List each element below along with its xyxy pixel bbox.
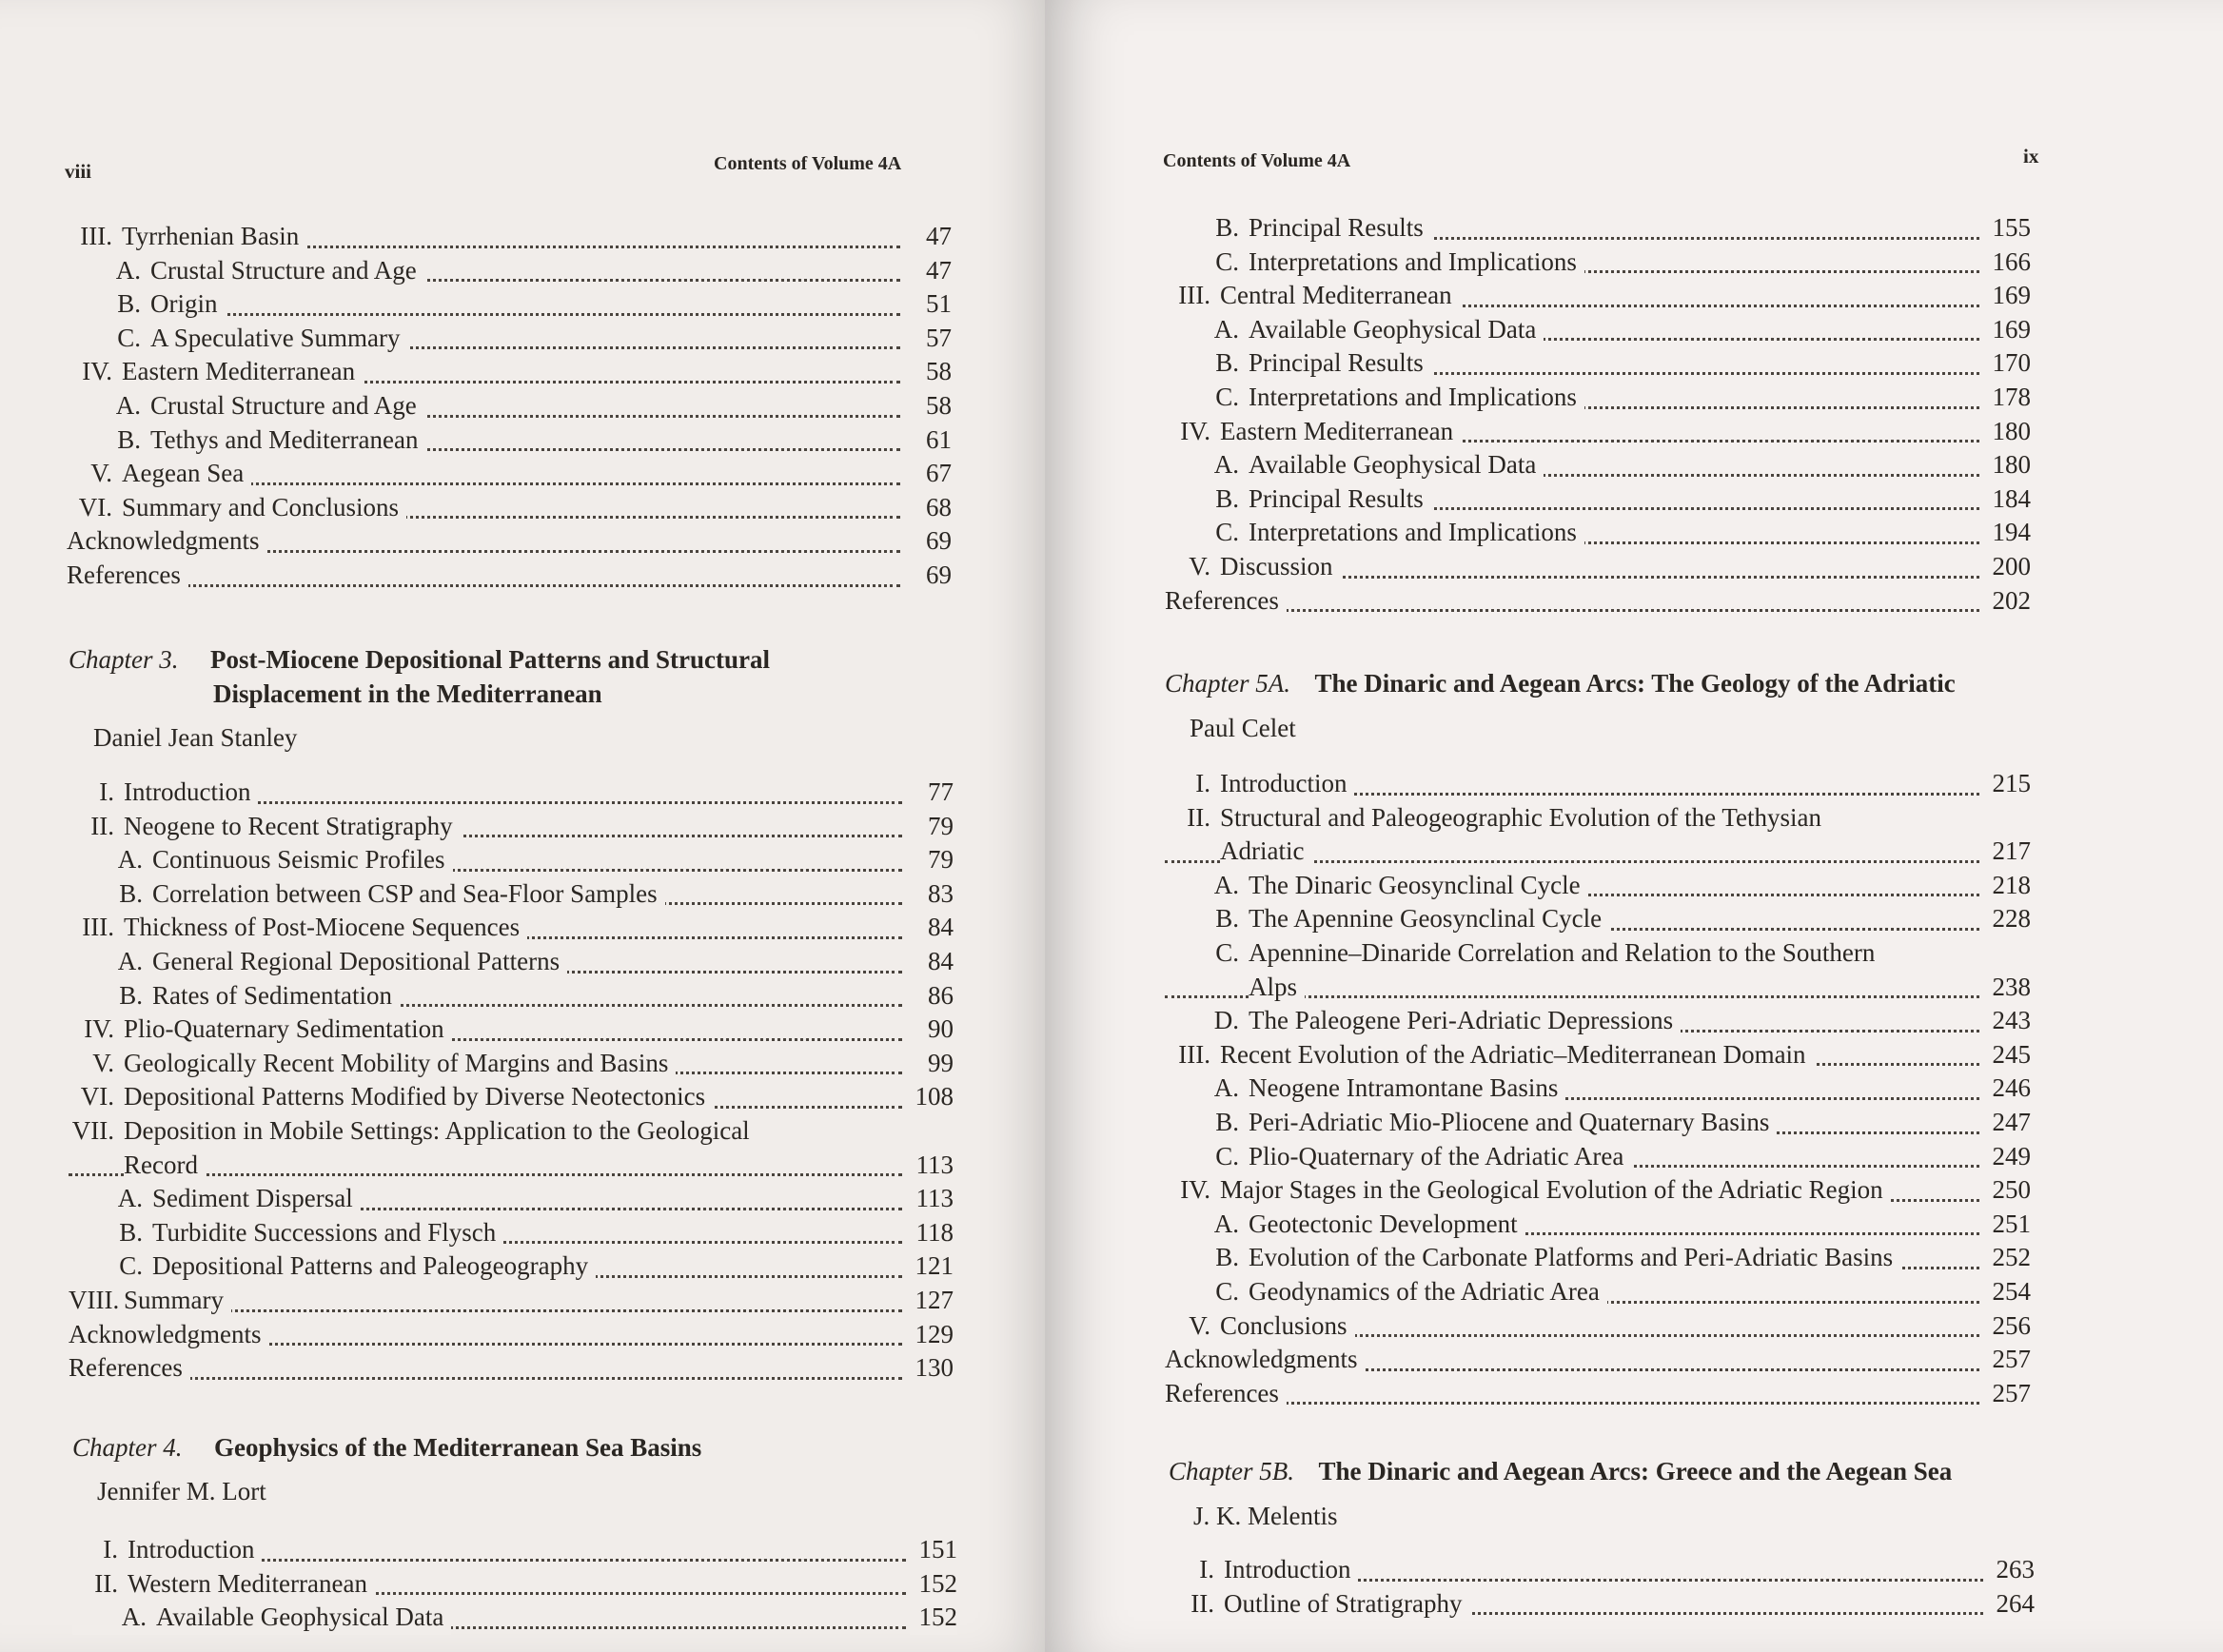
toc-entry xyxy=(67,287,952,322)
toc-entry-title: Available Geophysical Data xyxy=(1249,314,1537,344)
toc-entry-number: A. xyxy=(1213,870,1239,899)
toc-entry xyxy=(69,1284,954,1318)
toc-entry-page: 252 xyxy=(1983,1241,2031,1275)
toc-entry xyxy=(69,1114,954,1149)
toc-entry-page: 69 xyxy=(904,524,952,559)
toc-entry-page: 121 xyxy=(906,1249,954,1284)
leader-dots xyxy=(1165,1402,1979,1405)
toc-entry-title: Discussion xyxy=(1220,551,1333,580)
toc-entry-number: B. xyxy=(117,289,141,319)
toc-entry-page: 127 xyxy=(906,1284,954,1318)
toc-entry xyxy=(1165,415,2031,449)
toc-entry-number: VII. xyxy=(71,1115,114,1145)
toc-entry xyxy=(69,1047,954,1081)
toc-entry-page: 79 xyxy=(906,810,954,844)
toc-entry-number: C. xyxy=(1215,246,1239,276)
toc-entry xyxy=(72,1601,957,1635)
toc-entry-number: C. xyxy=(1215,518,1239,547)
toc-entry-title: Deposition in Mobile Settings: Application to the Geological xyxy=(124,1115,750,1145)
leader-dots xyxy=(1165,609,1979,612)
toc-entry-number: IV. xyxy=(1180,416,1210,445)
toc-entry-page: 47 xyxy=(904,254,952,288)
chapter-title: Post-Miocene Depositional Patterns and Structural xyxy=(210,645,770,674)
toc-entry xyxy=(67,559,952,593)
chapter-author: J. K. Melentis xyxy=(1193,1502,1338,1530)
chapter-title-cont: Displacement in the Mediterranean xyxy=(213,679,602,708)
toc-entry-page: 256 xyxy=(1983,1309,2031,1344)
toc-entry xyxy=(69,1351,954,1386)
toc-entry xyxy=(69,843,954,877)
toc-entry-title: References xyxy=(1165,585,1279,615)
toc-entry xyxy=(69,1318,954,1352)
toc-entry-title: Eastern Mediterranean xyxy=(122,357,356,386)
toc-entry-page: 228 xyxy=(1983,902,2031,936)
toc-entry-title: Sediment Dispersal xyxy=(152,1184,353,1213)
toc-entry-title: Recent Evolution of the Adriatic–Mediterranean Domain xyxy=(1220,1039,1806,1069)
toc-entry-page: 77 xyxy=(906,776,954,810)
toc-entry-title: A Speculative Summary xyxy=(150,323,401,352)
toc-entry-page: 84 xyxy=(906,945,954,979)
chapter-heading xyxy=(1165,666,1956,700)
toc-entry-number: II. xyxy=(1187,802,1210,832)
toc-entry-title: Eastern Mediterranean xyxy=(1220,416,1454,445)
toc-entry-page: 264 xyxy=(1987,1587,2035,1622)
toc-entry-page: 169 xyxy=(1983,279,2031,313)
toc-entry-number: A. xyxy=(117,845,143,875)
toc-entry-page: 180 xyxy=(1983,448,2031,482)
toc-entry-number: II. xyxy=(90,811,114,840)
toc-entry-page: 57 xyxy=(904,322,952,356)
toc-entry xyxy=(1165,1377,2031,1411)
toc-entry-title: Crustal Structure and Age xyxy=(150,255,417,285)
toc-entry-page: 170 xyxy=(1983,346,2031,381)
toc-entry-title: Geologically Recent Mobility of Margins and Basins xyxy=(124,1048,669,1077)
toc-entry-title: Thickness of Post-Miocene Sequences xyxy=(124,913,521,942)
toc-entry-page: 263 xyxy=(1987,1553,2035,1587)
toc-entry xyxy=(1165,482,2031,517)
toc-entry xyxy=(1165,1072,2031,1106)
toc-entry-page: 99 xyxy=(906,1047,954,1081)
toc-section xyxy=(1165,767,2031,1410)
toc-entry-page: 129 xyxy=(906,1318,954,1352)
toc-entry-title: Neogene to Recent Stratigraphy xyxy=(124,811,453,840)
toc-entry-number: B. xyxy=(117,424,141,454)
toc-entry-page: 84 xyxy=(906,911,954,945)
toc-entry-number: B. xyxy=(119,1217,143,1247)
toc-entry-title: Depositional Patterns Modified by Diverse Neotectonics xyxy=(124,1082,706,1111)
toc-entry-page: 169 xyxy=(1983,313,2031,347)
toc-entry-page: 180 xyxy=(1983,415,2031,449)
toc-entry-title: Peri-Adriatic Mio-Pliocene and Quaternary Basins xyxy=(1249,1107,1770,1136)
chapter-author: Daniel Jean Stanley xyxy=(93,723,298,752)
toc-entry-title: Tyrrhenian Basin xyxy=(122,222,300,250)
toc-entry xyxy=(69,1080,954,1114)
toc-entry xyxy=(1165,1208,2031,1242)
toc-entry-number: IV. xyxy=(1180,1175,1210,1205)
toc-entry-title: Rates of Sedimentation xyxy=(152,980,392,1010)
toc-entry-page: 218 xyxy=(1983,869,2031,903)
toc-entry-page: 254 xyxy=(1983,1275,2031,1309)
toc-entry-title: Interpretations and Implications xyxy=(1249,382,1577,411)
toc-entry-number: C. xyxy=(119,1251,143,1281)
toc-entry-title: The Apennine Geosynclinal Cycle xyxy=(1249,904,1603,934)
toc-entry xyxy=(69,776,954,810)
toc-entry xyxy=(1165,550,2031,584)
toc-entry-page: 217 xyxy=(1983,835,2031,869)
toc-entry-page: 113 xyxy=(906,1149,954,1183)
toc-entry-number: III. xyxy=(80,222,112,250)
toc-entry-title: Outline of Stratigraphy xyxy=(1224,1588,1463,1618)
chapter-label: Chapter 4. xyxy=(72,1433,183,1462)
toc-entry-page: 152 xyxy=(910,1601,957,1635)
toc-entry xyxy=(1165,381,2031,415)
running-head: Contents of Volume 4A xyxy=(1163,150,1351,171)
chapter-title: The Dinaric and Aegean Arcs: The Geology of the Adriatic xyxy=(1314,669,1956,698)
toc-entry xyxy=(1165,936,2031,971)
toc-entry-title: Acknowledgments xyxy=(67,526,260,556)
toc-entry xyxy=(1169,1587,2035,1622)
toc-entry xyxy=(1165,1343,2031,1377)
toc-entry-page: 47 xyxy=(904,220,952,254)
toc-entry-number: A. xyxy=(115,390,141,420)
toc-entry-number: A. xyxy=(1213,314,1239,344)
toc-entry-number: A. xyxy=(117,1184,143,1213)
toc-entry-number: VI. xyxy=(80,1082,114,1111)
toc-entry-title: Plio-Quaternary of the Adriatic Area xyxy=(1249,1141,1624,1170)
leader-dots xyxy=(69,1377,902,1380)
toc-entry-page: 130 xyxy=(906,1351,954,1386)
toc-entry xyxy=(69,979,954,1013)
toc-entry-title: References xyxy=(69,1353,183,1383)
toc-entry xyxy=(67,457,952,491)
toc-entry-page: 178 xyxy=(1983,381,2031,415)
toc-entry-page: 247 xyxy=(1983,1106,2031,1140)
toc-entry xyxy=(1165,584,2031,619)
toc-entry-page: 202 xyxy=(1983,584,2031,619)
leader-dots xyxy=(67,584,900,587)
toc-entry xyxy=(1165,869,2031,903)
toc-entry xyxy=(1165,971,2031,1005)
toc-entry-title: Record xyxy=(124,1150,198,1179)
toc-entry xyxy=(1165,1241,2031,1275)
toc-entry-page: 118 xyxy=(906,1216,954,1250)
toc-entry-title: Depositional Patterns and Paleogeography xyxy=(152,1251,589,1281)
toc-entry-page: 69 xyxy=(904,559,952,593)
toc-entry-page: 90 xyxy=(906,1013,954,1047)
toc-entry-number: B. xyxy=(1215,348,1239,378)
toc-entry-title: Introduction xyxy=(1220,769,1348,797)
toc-entry-title: Crustal Structure and Age xyxy=(150,390,417,420)
toc-entry-number: A. xyxy=(1213,450,1239,480)
toc-entry-number: D. xyxy=(1213,1006,1239,1035)
toc-entry-number: A. xyxy=(1213,1209,1239,1238)
toc-entry xyxy=(1165,1275,2031,1309)
toc-entry-page: 79 xyxy=(906,843,954,877)
toc-entry-number: IV. xyxy=(84,1014,114,1044)
toc-entry-page: 108 xyxy=(906,1080,954,1114)
toc-entry-page: 151 xyxy=(910,1533,957,1567)
toc-entry-number: II. xyxy=(1190,1588,1214,1618)
toc-entry xyxy=(1165,767,2031,801)
toc-entry-title: Principal Results xyxy=(1249,213,1424,242)
toc-entry xyxy=(1165,246,2031,280)
toc-entry-number: A. xyxy=(121,1603,147,1632)
toc-entry-page: 200 xyxy=(1983,550,2031,584)
toc-entry-title: Western Mediterranean xyxy=(128,1568,367,1598)
toc-entry-title: Summary and Conclusions xyxy=(122,492,399,521)
toc-entry-number: A. xyxy=(117,946,143,975)
left-page xyxy=(0,0,1045,1652)
toc-entry-page: 58 xyxy=(904,389,952,423)
toc-entry xyxy=(69,877,954,912)
toc-section xyxy=(72,1533,957,1635)
toc-entry xyxy=(67,491,952,525)
toc-entry xyxy=(69,1216,954,1250)
toc-entry-page: 257 xyxy=(1983,1343,2031,1377)
toc-entry-number: C. xyxy=(1215,1141,1239,1170)
toc-entry-page: 152 xyxy=(910,1567,957,1602)
toc-entry-page: 251 xyxy=(1983,1208,2031,1242)
chapter-heading xyxy=(1169,1454,1952,1488)
toc-entry xyxy=(67,355,952,389)
toc-entry-title: Principal Results xyxy=(1249,348,1424,378)
toc-entry-number: IV. xyxy=(82,357,112,386)
toc-entry-page: 257 xyxy=(1983,1377,2031,1411)
toc-entry-title: Available Geophysical Data xyxy=(1249,450,1537,480)
toc-entry-number: I. xyxy=(1199,1555,1214,1583)
toc-entry-title: Origin xyxy=(150,289,218,319)
toc-entry-title: Turbidite Successions and Flysch xyxy=(152,1217,497,1247)
toc-entry-number: I. xyxy=(1195,769,1210,797)
right-page xyxy=(1045,0,2223,1652)
running-head: Contents of Volume 4A xyxy=(714,153,902,174)
toc-entry-page: 113 xyxy=(906,1182,954,1216)
toc-entry xyxy=(1165,1106,2031,1140)
toc-entry xyxy=(1165,1140,2031,1174)
page-number: viii xyxy=(65,160,92,183)
toc-entry-title: Central Mediterranean xyxy=(1220,281,1452,310)
toc-entry xyxy=(67,423,952,458)
toc-entry-title: Major Stages in the Geological Evolution of the Adriatic Region xyxy=(1220,1175,1883,1205)
toc-entry xyxy=(1165,279,2031,313)
toc-entry xyxy=(1165,211,2031,246)
chapter-label: Chapter 3. xyxy=(69,645,179,674)
toc-entry-number: B. xyxy=(1215,213,1239,242)
toc-entry-title: Continuous Seismic Profiles xyxy=(152,845,445,875)
toc-entry-title: Conclusions xyxy=(1220,1310,1348,1340)
toc-entry-title: The Dinaric Geosynclinal Cycle xyxy=(1249,870,1581,899)
toc-entry xyxy=(1165,1004,2031,1038)
toc-entry-title: Available Geophysical Data xyxy=(156,1603,444,1632)
chapter-heading xyxy=(69,642,770,711)
toc-entry xyxy=(69,945,954,979)
toc-entry-number: B. xyxy=(1215,1107,1239,1136)
toc-entry-page: 51 xyxy=(904,287,952,322)
toc-entry-page: 166 xyxy=(1983,246,2031,280)
toc-entry-number: III. xyxy=(82,913,114,942)
toc-entry-page: 243 xyxy=(1983,1004,2031,1038)
toc-entry xyxy=(1165,902,2031,936)
toc-entry-number: B. xyxy=(119,878,143,908)
toc-entry xyxy=(67,220,952,254)
toc-entry xyxy=(1165,801,2031,836)
toc-entry xyxy=(1169,1553,2035,1587)
toc-entry-title: Alps xyxy=(1249,972,1298,1001)
toc-entry xyxy=(69,1013,954,1047)
toc-entry xyxy=(1165,448,2031,482)
toc-entry-title: References xyxy=(1165,1378,1279,1407)
toc-entry-title: Acknowledgments xyxy=(1165,1345,1358,1374)
toc-entry-number: V. xyxy=(90,459,112,488)
toc-entry-title: Introduction xyxy=(1224,1555,1351,1583)
toc-entry-number: VI. xyxy=(78,492,112,521)
toc-section xyxy=(1169,1553,2035,1621)
chapter-author: Paul Celet xyxy=(1190,714,1296,742)
toc-entry xyxy=(1165,313,2031,347)
toc-entry-number: C. xyxy=(117,323,141,352)
toc-entry-title: Summary xyxy=(124,1285,224,1314)
toc-entry-title: Interpretations and Implications xyxy=(1249,518,1577,547)
toc-entry-number: C. xyxy=(1215,937,1239,967)
toc-entry-title: Neogene Intramontane Basins xyxy=(1249,1073,1559,1103)
toc-entry-number: C. xyxy=(1215,382,1239,411)
toc-entry-number: III. xyxy=(1178,281,1210,310)
toc-entry-title: References xyxy=(67,560,181,589)
toc-entry xyxy=(67,254,952,288)
chapter-title: Geophysics of the Mediterranean Sea Basins xyxy=(214,1433,702,1462)
toc-entry-page: 155 xyxy=(1983,211,2031,246)
toc-entry xyxy=(67,524,952,559)
toc-entry-page: 67 xyxy=(904,457,952,491)
toc-section xyxy=(69,776,954,1386)
toc-entry-page: 215 xyxy=(1983,767,2031,801)
toc-entry-title: Geodynamics of the Adriatic Area xyxy=(1249,1276,1600,1306)
toc-entry xyxy=(67,389,952,423)
toc-entry-number: I. xyxy=(99,777,114,806)
toc-entry-number: II. xyxy=(94,1568,118,1598)
toc-entry xyxy=(69,1149,954,1183)
toc-entry xyxy=(69,1249,954,1284)
toc-entry-title: General Regional Depositional Patterns xyxy=(152,946,561,975)
toc-section xyxy=(67,220,952,593)
toc-entry xyxy=(1165,1309,2031,1344)
toc-entry xyxy=(1165,1173,2031,1208)
toc-entry-page: 246 xyxy=(1983,1072,2031,1106)
toc-entry-title: Introduction xyxy=(128,1535,255,1564)
toc-entry xyxy=(69,810,954,844)
toc-entry-page: 86 xyxy=(906,979,954,1013)
toc-entry-title: The Paleogene Peri-Adriatic Depressions xyxy=(1249,1006,1674,1035)
toc-entry-page: 83 xyxy=(906,877,954,912)
toc-entry-number: A. xyxy=(1213,1073,1239,1103)
toc-entry-title: Acknowledgments xyxy=(69,1319,262,1348)
chapter-label: Chapter 5B. xyxy=(1169,1457,1294,1485)
toc-entry-title: Interpretations and Implications xyxy=(1249,246,1577,276)
toc-entry-title: Aegean Sea xyxy=(122,459,245,488)
toc-entry-title: Correlation between CSP and Sea-Floor Samples xyxy=(152,878,658,908)
toc-entry-page: 194 xyxy=(1983,516,2031,550)
toc-entry-page: 250 xyxy=(1983,1173,2031,1208)
toc-entry-title: Introduction xyxy=(124,777,251,806)
toc-entry-number: I. xyxy=(103,1535,118,1564)
toc-entry-number: III. xyxy=(1178,1039,1210,1069)
toc-entry-title: Tethys and Mediterranean xyxy=(150,424,419,454)
toc-entry-title: Apennine–Dinaride Correlation and Relation to the Southern xyxy=(1249,937,1876,967)
chapter-title: The Dinaric and Aegean Arcs: Greece and the Aegean Sea xyxy=(1318,1457,1953,1485)
toc-entry xyxy=(1165,1038,2031,1072)
toc-entry-number: B. xyxy=(1215,904,1239,934)
toc-entry xyxy=(69,911,954,945)
toc-entry xyxy=(72,1567,957,1602)
toc-entry xyxy=(1165,346,2031,381)
toc-entry-page: 61 xyxy=(904,423,952,458)
toc-entry-page: 245 xyxy=(1983,1038,2031,1072)
chapter-label: Chapter 5A. xyxy=(1165,669,1290,698)
toc-entry-number: V. xyxy=(1189,1310,1210,1340)
toc-entry xyxy=(72,1533,957,1567)
toc-entry-page: 238 xyxy=(1983,971,2031,1005)
toc-entry-title: Geotectonic Development xyxy=(1249,1209,1518,1238)
toc-entry-title: Principal Results xyxy=(1249,483,1424,513)
toc-section xyxy=(1165,211,2031,618)
chapter-author: Jennifer M. Lort xyxy=(97,1477,266,1505)
toc-entry xyxy=(67,322,952,356)
toc-entry-title: Evolution of the Carbonate Platforms and Peri-Adriatic Basins xyxy=(1249,1243,1894,1272)
toc-entry-title: Adriatic xyxy=(1220,836,1305,866)
toc-entry-number: V. xyxy=(92,1048,114,1077)
toc-entry-number: C. xyxy=(1215,1276,1239,1306)
toc-entry-page: 68 xyxy=(904,491,952,525)
toc-entry xyxy=(1165,835,2031,869)
toc-entry-page: 184 xyxy=(1983,482,2031,517)
toc-entry-number: VIII. xyxy=(69,1285,120,1314)
chapter-heading xyxy=(72,1430,701,1465)
toc-entry-number: B. xyxy=(1215,483,1239,513)
toc-entry-number: B. xyxy=(1215,1243,1239,1272)
toc-entry-page: 58 xyxy=(904,355,952,389)
toc-entry-title: Plio-Quaternary Sedimentation xyxy=(124,1014,444,1044)
toc-entry-number: A. xyxy=(115,255,141,285)
toc-entry xyxy=(1165,516,2031,550)
toc-entry-title: Structural and Paleogeographic Evolution of the Tethysian xyxy=(1220,802,1821,832)
toc-entry-page: 249 xyxy=(1983,1140,2031,1174)
toc-entry xyxy=(69,1182,954,1216)
toc-entry-number: V. xyxy=(1189,551,1210,580)
toc-entry-number: B. xyxy=(119,980,143,1010)
page-number: ix xyxy=(2023,145,2039,167)
